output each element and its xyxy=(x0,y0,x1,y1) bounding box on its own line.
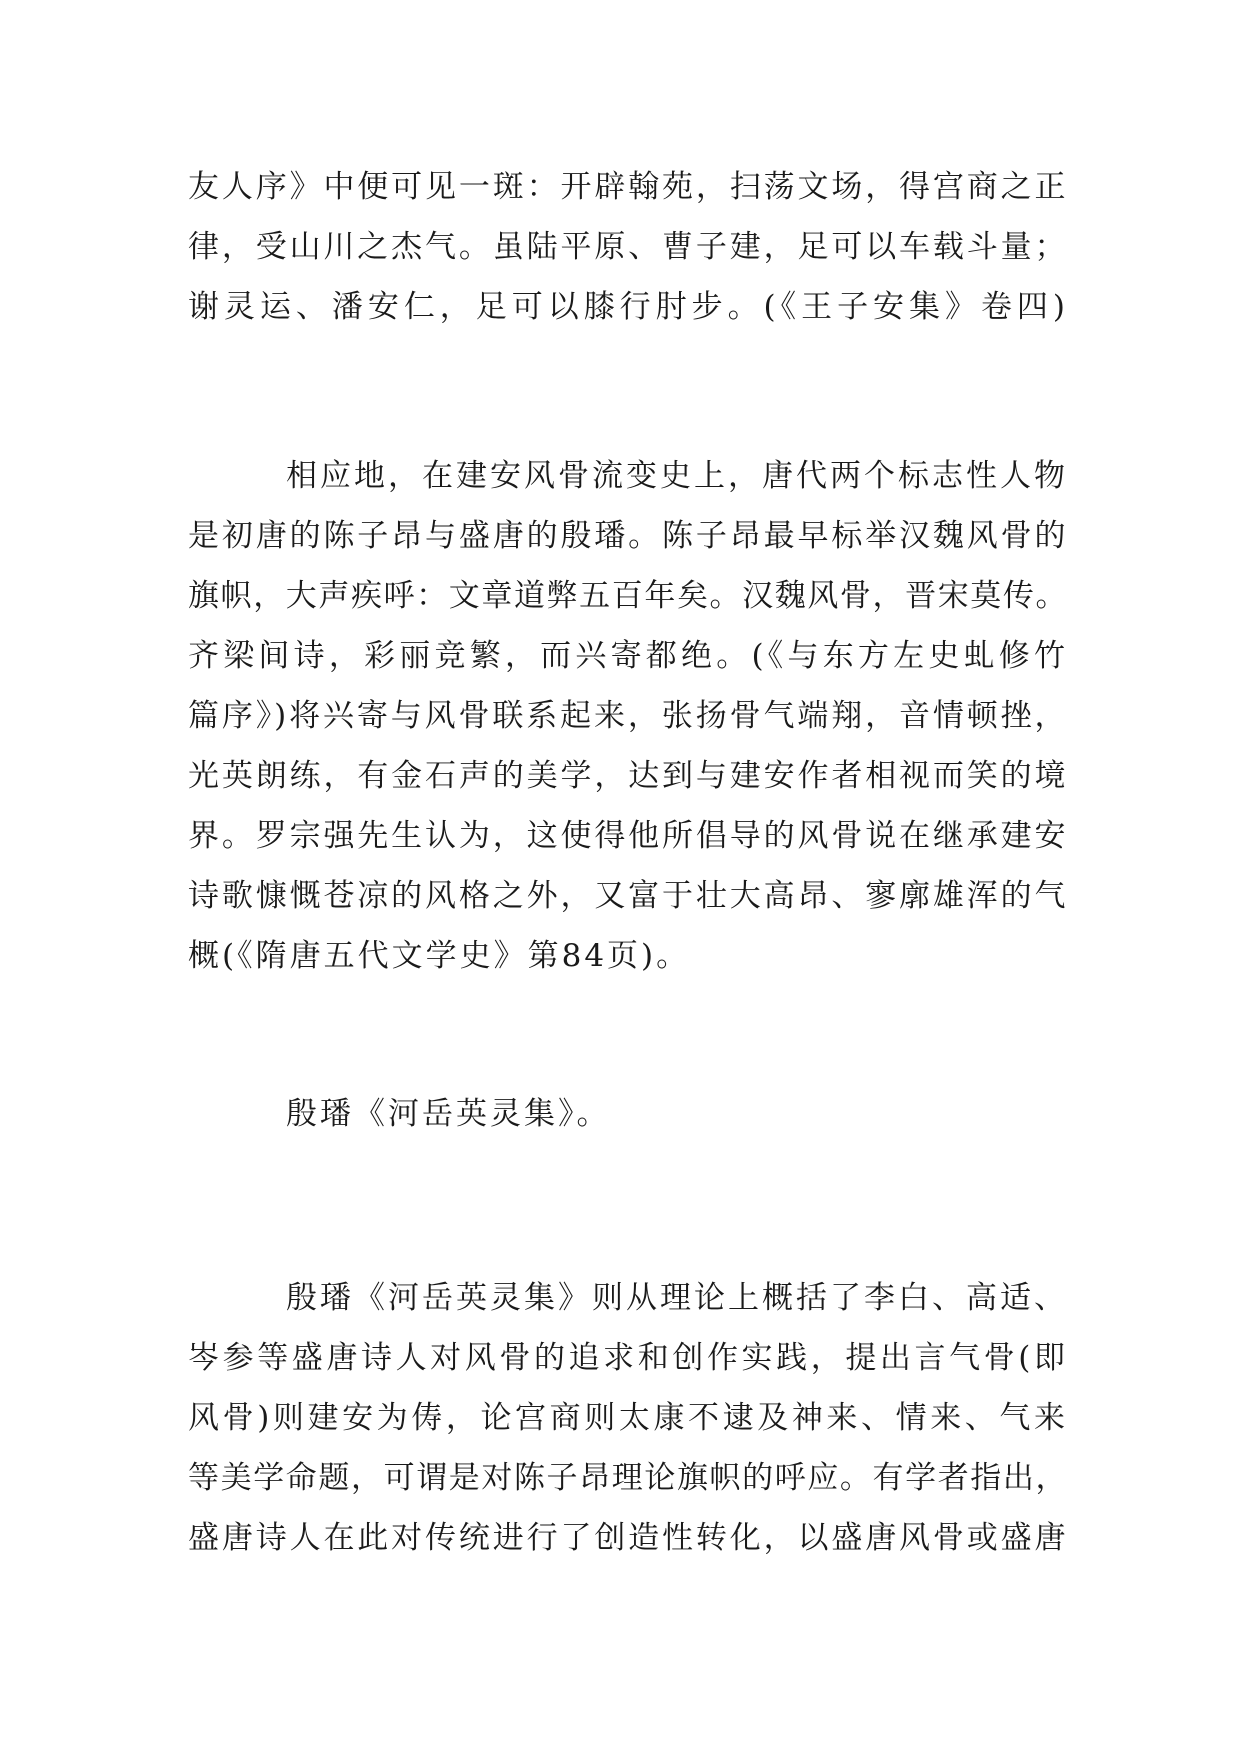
text-line: 诗歌慷慨苍凉的风格之外，又富于壮大高昂、寥廓雄浑的气 xyxy=(188,878,1068,914)
paragraph-3 xyxy=(188,1084,1068,1144)
text-line-indented: 相应地，在建安风骨流变史上，唐代两个标志性人物 xyxy=(286,458,1068,494)
text-line: 律，受山川之杰气。虽陆平原、曹子建，足可以车载斗量； xyxy=(188,229,1068,265)
text-line: 是初唐的陈子昂与盛唐的殷璠。陈子昂最早标举汉魏风骨的 xyxy=(188,518,1068,554)
text-line: 盛唐诗人在此对传统进行了创造性转化，以盛唐风骨或盛唐 xyxy=(188,1520,1068,1556)
text-line: 篇序》)将兴寄与风骨联系起来，张扬骨气端翔，音情顿挫， xyxy=(188,698,1068,734)
text-line: 谢灵运、潘安仁，足可以膝行肘步。(《王子安集》卷四) xyxy=(188,289,1068,325)
paragraph-1 xyxy=(188,157,1068,337)
text-line: 界。罗宗强先生认为，这使得他所倡导的风骨说在继承建安 xyxy=(188,818,1068,854)
text-line: 光英朗练，有金石声的美学，达到与建安作者相视而笑的境 xyxy=(188,758,1068,794)
text-line: 等美学命题，可谓是对陈子昂理论旗帜的呼应。有学者指出， xyxy=(188,1460,1068,1496)
text-line: 齐梁间诗，彩丽竞繁，而兴寄都绝。(《与东方左史虬修竹 xyxy=(188,638,1068,674)
text-line-indented: 殷璠《河岳英灵集》。 xyxy=(286,1096,611,1132)
paragraph-4 xyxy=(188,1268,1068,1568)
text-line: 岑参等盛唐诗人对风骨的追求和创作实践，提出言气骨(即 xyxy=(188,1340,1068,1376)
text-line: 概(《隋唐五代文学史》第84页)。 xyxy=(188,938,691,974)
text-line-indented: 殷璠《河岳英灵集》则从理论上概括了李白、高适、 xyxy=(286,1280,1068,1316)
paragraph-2 xyxy=(188,446,1068,986)
text-line: 风骨)则建安为俦，论宫商则太康不逮及神来、情来、气来 xyxy=(188,1400,1068,1436)
text-line: 旗帜，大声疾呼：文章道弊五百年矣。汉魏风骨，晋宋莫传。 xyxy=(188,578,1068,614)
text-line: 友人序》中便可见一斑：开辟翰苑，扫荡文场，得宫商之正 xyxy=(188,169,1068,205)
